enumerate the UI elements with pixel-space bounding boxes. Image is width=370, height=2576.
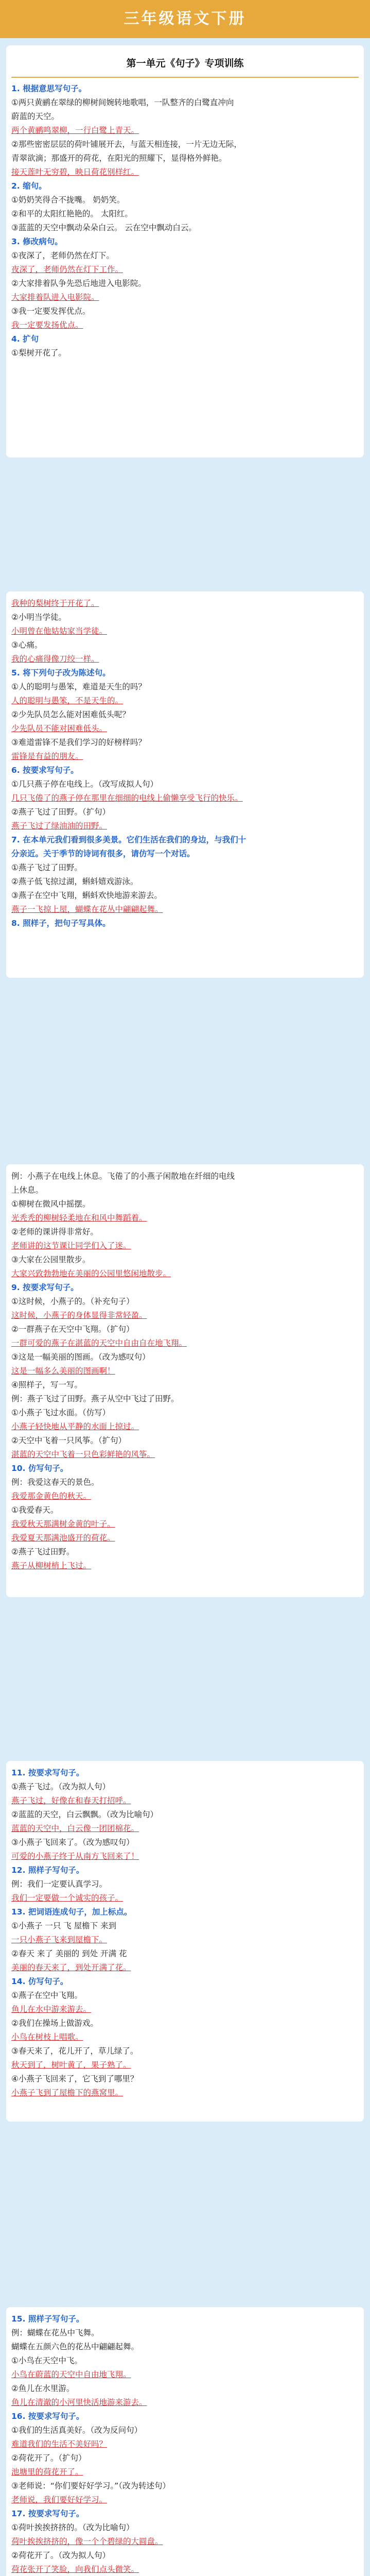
answer-line: 夜深了，老师仍然在灯下工作。 [11, 265, 124, 274]
answer-line: 湛蓝的天空中飞着一只色彩鲜艳的风筝。 [11, 1450, 155, 1459]
question-line: ③难道雷锋不是我们学习的好榜样吗？ [11, 738, 146, 747]
answer-line: 我爱夏天那满池盛开的荷花。 [11, 1533, 115, 1543]
question-line: ②我们在操场上做游戏。 [11, 2019, 98, 2028]
section-card-5 [6, 2307, 364, 2576]
question-heading: 11. 按要求写句子。 [11, 1768, 84, 1777]
answer-line: 燕子从柳树梢上飞过。 [11, 1561, 92, 1570]
answer-line: 我的心痛得像刀绞一样。 [11, 654, 99, 664]
answer-line: 我们一定要做一个诚实的孩子。 [11, 1893, 124, 1903]
question-line: ②鱼儿在水里游。 [11, 2384, 75, 2393]
section-card-1 [6, 45, 364, 457]
answer-line: 光秃秃的柳树轻柔地在和风中舞蹈着。 [11, 1213, 147, 1223]
question-heading: 17. 按要求写句子。 [11, 2509, 84, 2518]
question-line: 蝴蝶在五颜六色的花丛中翩翩起舞。 [11, 2342, 139, 2351]
question-line: ②荷花开了。（扩句） [11, 2453, 86, 2463]
question-line: ①柳树在微风中摇摆。 [11, 1199, 91, 1209]
question-line: ③我一定要发挥优点。 [11, 307, 91, 316]
question-line: ②燕子飞过了田野。（扩句） [11, 807, 111, 817]
question-heading: 分亲近。关于季节的诗词有很多，请仿写一个对话。 [11, 849, 195, 858]
answer-line: 可爱的小燕子终于从南方飞回来了！ [11, 1852, 139, 1861]
answer-line: 少先队员不能对困难低头。 [11, 724, 108, 733]
section-card-4 [6, 1761, 364, 2122]
question-line: ②天空中飞着一只风筝。（扩句） [11, 1436, 127, 1445]
page-banner [0, 0, 370, 38]
question-line: ①这时候，小燕子的。（补充句子） [11, 1297, 134, 1306]
question-line: ①我爱春天。 [11, 1505, 59, 1515]
answer-line: 美丽的春天来了，到处开满了花。 [11, 1963, 131, 1972]
question-line: ②一群燕子在天空中飞翔。（扩句） [11, 1325, 134, 1334]
answer-line: 老师讲的这节课让同学们入了迷。 [11, 1241, 131, 1250]
question-heading: 9. 按要求写句子。 [11, 1283, 79, 1292]
question-heading: 14. 仿写句子。 [11, 1977, 68, 1986]
answer-line: 小鸟在树枝上唱歌。 [11, 2032, 83, 2042]
question-line: 例：小燕子在电线上休息。飞倦了的小燕子闲散地在纤细的电线 [11, 1172, 235, 1181]
question-line: ②荷花开了。（改为拟人句） [11, 2551, 111, 2560]
banner-title: 三年级语文下册 [124, 10, 246, 28]
question-line: 例：燕子飞过了田野。燕子从空中飞过了田野。 [11, 1394, 179, 1403]
answer-line: 我种的梨树终于开花了。 [11, 599, 99, 608]
question-line: ①人的聪明与愚笨，难道是天生的吗？ [11, 682, 146, 691]
question-line: ①小燕子飞过水面。（仿写） [11, 1408, 111, 1417]
question-line: ①我们的生活真美好。（改为反问句） [11, 2426, 143, 2435]
question-heading: 3. 修改病句。 [11, 237, 63, 246]
answer-line: 这时候，小燕子的身体显得非常轻盈。 [11, 1311, 147, 1320]
answer-line: 大家兴致勃勃地在美丽的公园里悠闲地散步。 [11, 1269, 171, 1278]
answer-line: 我爱秋天那满树金黄的叶子。 [11, 1519, 115, 1529]
question-heading: 7. 在本单元我们看到很多美景。它们生活在我们的身边，与我们十 [11, 835, 246, 844]
question-line: 青翠欲滴；那盛开的荷花，在阳光的照耀下，显得格外鲜艳。 [11, 154, 227, 163]
question-heading: 12. 照样子写句子。 [11, 1866, 84, 1875]
answer-line: 这是一幅多么美丽的图画啊！ [11, 1366, 115, 1376]
question-line: 例：蝴蝶在花丛中飞舞。 [11, 2328, 99, 2337]
question-heading: 13. 把词语连成句子，加上标点。 [11, 1907, 132, 1917]
question-line: ①奶奶笑得合不拢嘴。 奶奶笑。 [11, 195, 125, 205]
answer-line: 小明曾在他姑姑家当学徒。 [11, 626, 108, 636]
answer-line: 我爱那金黄色的秋天。 [11, 1492, 92, 1501]
answer-line: 荷叶挨挨挤挤的，像一个个碧绿的大圆盘。 [11, 2537, 163, 2546]
answer-line: 小燕子轻快地从平静的水面上掠过。 [11, 1422, 139, 1431]
question-line: ①小燕子 一只 飞 屋檐下 来到 [11, 1921, 117, 1930]
question-heading: 10. 仿写句子。 [11, 1464, 68, 1473]
answer-line: 难道我们的生活不美好吗？ [11, 2439, 108, 2449]
question-heading: 1. 根据意思写句子。 [11, 84, 87, 93]
question-line: ③小燕子飞回来了。（改为感叹句） [11, 1838, 134, 1847]
question-line: ②老师的课讲得非常好。 [11, 1227, 98, 1236]
question-line: ①燕子飞过。（改为拟人句） [11, 1782, 111, 1791]
answer-line: 蓝蓝的天空中，白云像一团团棉花。 [11, 1824, 139, 1833]
answer-line: 荷花张开了笑脸，向我们点头微笑。 [11, 2565, 139, 2574]
answer-line: 两个黄鹂鸣翠柳，一行白鹭上青天。 [11, 126, 139, 135]
question-heading: 8. 照样子，把句子写具体。 [11, 919, 111, 928]
question-line: ③大家在公园里散步。 [11, 1255, 91, 1264]
answer-line: 一只小燕子飞来到屋檐下。 [11, 1935, 108, 1944]
answer-line: 燕子飞过了绿油油的田野。 [11, 821, 108, 831]
question-line: 上休息。 [11, 1185, 44, 1195]
question-line: ①燕子飞过了田野。 [11, 863, 82, 872]
question-line: ②和平的太阳红艳艳的。 太阳红。 [11, 209, 133, 218]
question-line: ①小鸟在天空中飞。 [11, 2356, 82, 2365]
question-line: ①夜深了，老师仍然在灯下。 [11, 251, 114, 260]
answer-line: 鱼儿在清澈的小河里快活地游来游去。 [11, 2398, 147, 2407]
question-line: ③蓝蓝的天空中飘动朵朵白云。 云在空中飘动白云。 [11, 223, 197, 232]
question-line: ①燕子在空中飞翔。 [11, 1991, 82, 2000]
question-heading: 6. 按要求写句子。 [11, 766, 79, 775]
answer-line: 秋天到了，树叶黄了，果子熟了。 [11, 2060, 131, 2070]
question-line: ①荷叶挨挨挤挤的。（改为比喻句） [11, 2523, 134, 2532]
question-line: ②燕子飞过田野。 [11, 1547, 75, 1556]
answer-line: 燕子飞过，好像在和春天打招呼。 [11, 1796, 131, 1805]
answer-line: 雷锋是有益的朋友。 [11, 752, 83, 761]
question-line: ②燕子低飞掠过湖，蝌蚪嬉戏游泳。 [11, 877, 138, 886]
question-line: ③这是一幅美丽的图画。（改为感叹句） [11, 1352, 150, 1362]
answer-line: 大家排着队进入电影院。 [11, 293, 99, 302]
question-heading: 15. 照样子写句子。 [11, 2314, 84, 2324]
answer-line: 我一定要发扬优点。 [11, 320, 83, 330]
question-line: ③老师说：“你们要好好学习。”（改为转述句） [11, 2481, 170, 2490]
question-line: 例：我们一定要认真学习。 [11, 1879, 108, 1889]
question-line: ②少先队员怎么能对困难低头呢？ [11, 710, 130, 719]
question-line: ②大家排着队争先恐后地进入电影院。 [11, 279, 146, 288]
question-line: ①两只黄鹂在翠绿的柳树间婉转地歌唱，一队整齐的白鹭直冲向 [11, 98, 234, 107]
question-heading: 16. 按要求写句子。 [11, 2412, 84, 2421]
answer-line: 几只飞倦了的燕子停在那里在细细的电线上偷懒享受飞行的快乐。 [11, 793, 243, 803]
question-line: ②春天 来了 美丽的 到处 开满 花 [11, 1949, 127, 1958]
question-heading: 4. 扩句 [11, 334, 39, 344]
question-heading: 2. 缩句。 [11, 181, 47, 191]
question-line: ④小燕子飞回来了，它飞到了哪里？ [11, 2074, 138, 2083]
answer-line: 人的聪明与愚笨，不是天生的。 [11, 696, 124, 705]
answer-line: 一群可爱的燕子在湛蓝的天空中自由自在地飞翔。 [11, 1338, 187, 1348]
question-line: 蔚蓝的天空。 [11, 112, 60, 121]
answer-line: 老师说，我们要好好学习。 [11, 2495, 108, 2504]
question-line: ④照样子，写一写。 [11, 1380, 82, 1389]
question-line: 例：我爱这春天的景色。 [11, 1478, 99, 1487]
answer-line: 燕子一飞掠上屋，蝴蝶在花丛中翩翩起舞。 [11, 905, 163, 914]
unit-subtitle: 第一单元《句子》专项训练 [11, 50, 359, 78]
answer-line: 小燕子飞到了屋檐下的燕窝里。 [11, 2088, 124, 2097]
question-line: ②蓝蓝的天空，白云飘飘。（改为比喻句） [11, 1810, 158, 1819]
answer-line: 池塘里的荷花开了。 [11, 2467, 83, 2477]
answer-line: 接天莲叶无穷碧，映日荷花别样红。 [11, 167, 139, 177]
question-line: ③春天来了，花儿开了，草儿绿了。 [11, 2046, 138, 2056]
question-line: ②那些密密层层的荷叶铺展开去，与蓝天相连接，一片无边无际， [11, 140, 242, 149]
section-card-3 [6, 1164, 364, 1597]
answer-line: 小鸟在蔚蓝的天空中自由地飞翔。 [11, 2370, 131, 2379]
question-line: ①几只燕子停在电线上。（改写成拟人句） [11, 779, 158, 789]
section-card-2 [6, 591, 364, 978]
question-line: ③心痛。 [11, 640, 43, 650]
answer-line: 鱼儿在水中游来游去。 [11, 2005, 92, 2014]
question-line: ②小明当学徒。 [11, 613, 66, 622]
question-line: ①梨树开花了。 [11, 348, 66, 358]
question-line: ③燕子在空中飞翔，蝌蚪欢快地游来游去。 [11, 891, 162, 900]
question-heading: 5. 将下列句子改为陈述句。 [11, 668, 111, 677]
